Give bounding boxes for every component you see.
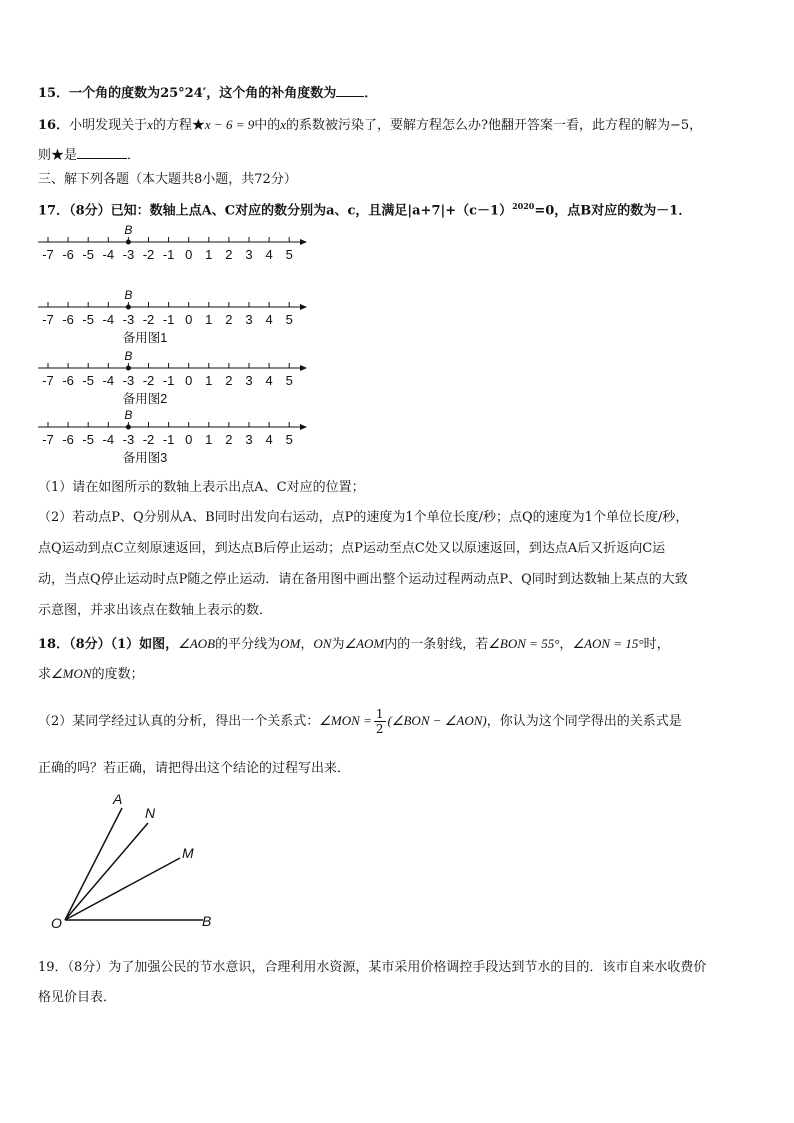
tick-label: -5 xyxy=(82,247,94,262)
tick-label: -2 xyxy=(142,373,155,388)
tick-label: 5 xyxy=(285,312,293,327)
point-B-label: B xyxy=(124,408,133,422)
arrow-icon xyxy=(300,365,307,371)
tick-label: -7 xyxy=(42,312,54,327)
label-N: N xyxy=(145,805,156,821)
point-B xyxy=(126,240,131,245)
tick-label: -1 xyxy=(162,247,175,262)
number-line xyxy=(38,408,307,465)
arrow-icon xyxy=(300,304,307,310)
tick-label: -6 xyxy=(62,247,74,262)
tick-label: 0 xyxy=(185,247,193,262)
tick-label: 5 xyxy=(285,432,293,447)
tick-label: -3 xyxy=(122,312,135,327)
answer-blank xyxy=(336,84,364,97)
question-15: 15．一个角的度数为25°24′，这个角的补角度数为 ． xyxy=(38,86,378,101)
tick-label: 5 xyxy=(285,247,293,262)
tick-label: -1 xyxy=(162,312,175,327)
tick-label: -6 xyxy=(62,432,74,447)
point-B xyxy=(126,425,131,430)
point-B-label: B xyxy=(124,223,133,237)
tick-label: -2 xyxy=(142,432,155,447)
question-19-line2: 格见价目表． xyxy=(38,990,117,1005)
point-B xyxy=(126,366,131,371)
tick-label: -5 xyxy=(82,312,94,327)
tick-label: 1 xyxy=(205,247,213,262)
tick-label: -7 xyxy=(42,247,54,262)
answer-blank xyxy=(77,146,127,159)
point-B xyxy=(126,305,131,310)
tick-label: 4 xyxy=(265,247,273,262)
tick-label: -3 xyxy=(122,247,135,262)
ray-OM xyxy=(65,858,180,920)
tick-label: 0 xyxy=(185,312,193,327)
tick-label: 4 xyxy=(265,373,273,388)
tick-label: 4 xyxy=(265,432,273,447)
tick-label: 1 xyxy=(205,312,213,327)
tick-label: -7 xyxy=(42,432,54,447)
arrow-icon xyxy=(300,239,307,245)
point-B-label: B xyxy=(124,288,133,302)
tick-label: 3 xyxy=(245,373,253,388)
tick-label: 3 xyxy=(245,432,253,447)
label-M: M xyxy=(182,845,194,861)
tick-label: -6 xyxy=(62,312,74,327)
q17-part1: （1）请在如图所示的数轴上表示出点A、C对应的位置； xyxy=(38,480,365,495)
question-18-line1: 18．（8分）（1）如图，∠AOB的平分线为OM，ON为∠AOM内的一条射线，若∠BON = 55°，∠AON = 15°时， xyxy=(38,636,670,652)
point-B-label: B xyxy=(124,349,133,363)
tick-label: -1 xyxy=(162,432,175,447)
q17-part2-line4: 示意图，并求出该点在数轴上表示的数． xyxy=(38,603,273,618)
tick-label: 2 xyxy=(225,432,233,447)
label-A: A xyxy=(113,791,123,807)
tick-label: 1 xyxy=(205,432,213,447)
tick-label: -3 xyxy=(122,432,135,447)
tick-label: 5 xyxy=(285,373,293,388)
section-heading: 三、解下列各题（本大题共8小题，共72分） xyxy=(38,172,297,187)
question-16-line1: 16．小明发现关于x的方程★x − 6 = 9中的x的系数被污染了，要解方程怎么办?他翻开答案一看，此方程的解为−5， xyxy=(38,117,703,133)
label-O: O xyxy=(51,915,62,931)
tick-label: -4 xyxy=(102,432,115,447)
q17-part2-line1: （2）若动点P、Q分别从A、B同时出发向右运动，点P的速度为1个单位长度/秒；点Q的速度为1个单位长度/秒， xyxy=(38,510,689,525)
tick-label: -4 xyxy=(102,312,115,327)
angle-figure xyxy=(45,790,245,940)
figure-caption: 备用图2 xyxy=(122,392,168,406)
tick-label: 2 xyxy=(225,247,233,262)
tick-label: 3 xyxy=(245,312,253,327)
tick-label: 1 xyxy=(205,373,213,388)
question-18-line2: 求∠MON的度数； xyxy=(38,666,144,682)
number-line xyxy=(38,223,307,262)
tick-label: -4 xyxy=(102,373,115,388)
tick-label: 2 xyxy=(225,373,233,388)
figure-caption: 备用图3 xyxy=(122,451,168,465)
number-line xyxy=(38,288,307,345)
question-19-line1: 19．（8分）为了加强公民的节水意识，合理利用水资源，某市采用价格调控手段达到节水的目的．该市自来水收费价 xyxy=(38,960,707,975)
tick-label: -1 xyxy=(162,373,175,388)
question-18-line3: （2）某同学经过认真的分析，得出一个关系式：∠MON = $\frac{1}{2}$ (∠BON − ∠AON)，你认为这个同学得出的关系式是 xyxy=(38,707,682,736)
tick-label: -2 xyxy=(142,247,155,262)
tick-label: 4 xyxy=(265,312,273,327)
tick-label: -4 xyxy=(102,247,115,262)
tick-label: -6 xyxy=(62,373,74,388)
label-B: B xyxy=(202,913,212,929)
question-17-stem: 17．（8分）已知：数轴上点A、C对应的数分别为a、c，且满足$|a+7|+(c-1)^{2020}=0$，点B对应的数为－1． xyxy=(38,201,692,219)
tick-label: 3 xyxy=(245,247,253,262)
arrow-icon xyxy=(300,424,307,430)
fraction-one-half: $\frac{1}{2}$ xyxy=(375,707,384,736)
tick-label: -7 xyxy=(42,373,54,388)
question-18-line4: 正确的吗？若正确，请把得出这个结论的过程写出来． xyxy=(38,761,351,776)
tick-label: 2 xyxy=(225,312,233,327)
number-lines-figure xyxy=(0,220,794,700)
tick-label: -5 xyxy=(82,432,94,447)
figure-caption: 备用图1 xyxy=(122,331,168,345)
tick-label: 0 xyxy=(185,373,193,388)
tick-label: -2 xyxy=(142,312,155,327)
q17-part2-line2: 点Q运动到点C立刻原速返回，到达点B后停止运动；点P运动至点C处又以原速返回，到达点A后又折返向C运 xyxy=(38,541,666,556)
tick-label: -3 xyxy=(122,373,135,388)
number-line xyxy=(38,349,307,406)
tick-label: -5 xyxy=(82,373,94,388)
tick-label: 0 xyxy=(185,432,193,447)
q17-part2-line3: 动，当点Q停止运动时点P随之停止运动．请在备用图中画出整个运动过程两动点P、Q同时到达数轴上某点的大致 xyxy=(38,572,688,587)
q15-text: 一个角的度数为25°24′，这个角的补角度数为 xyxy=(69,86,337,101)
question-16-line2: 则★是 ． xyxy=(38,148,141,163)
